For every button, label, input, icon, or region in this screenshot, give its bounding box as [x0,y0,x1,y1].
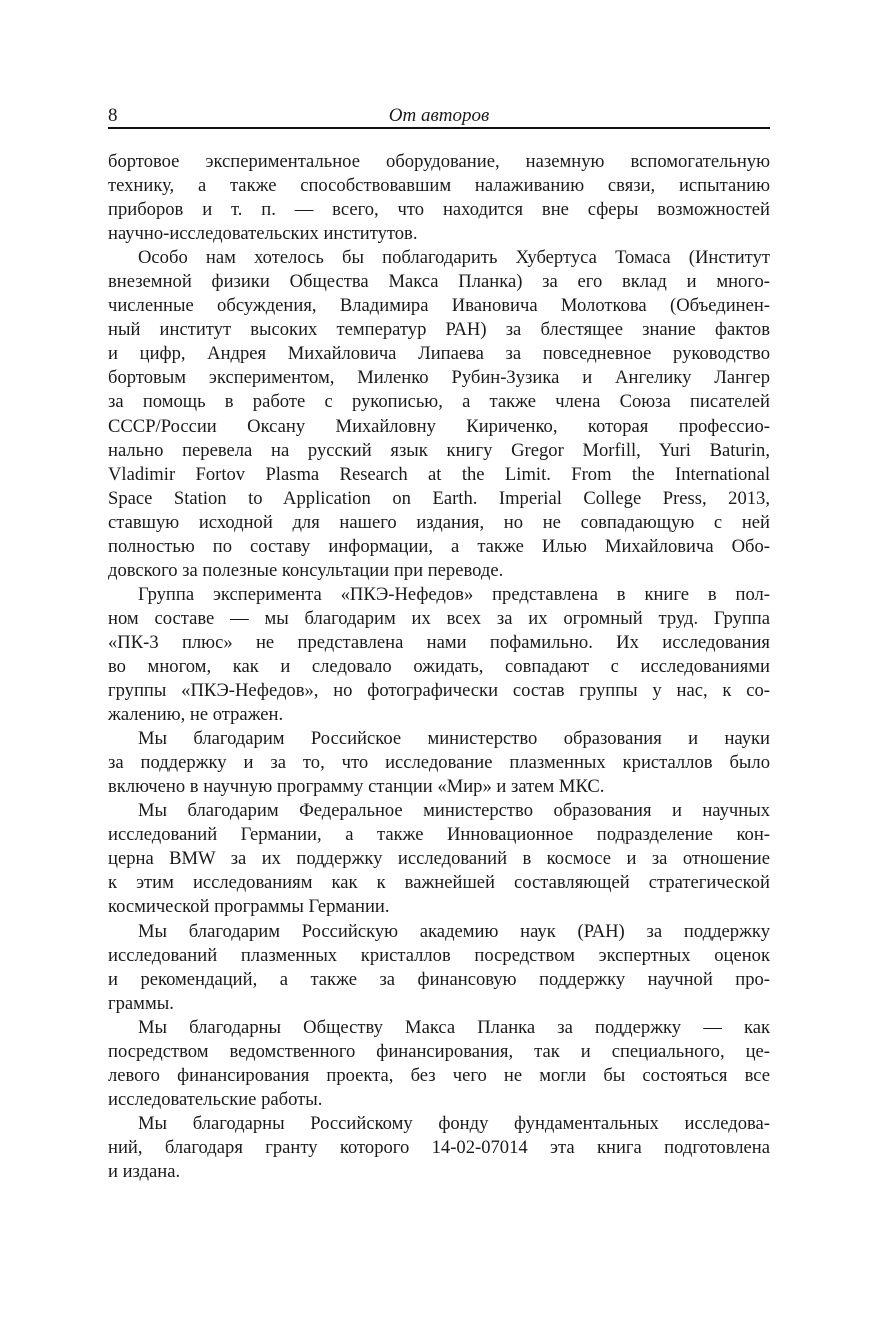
text-line: ний, благодаря гранту которого 14-02-07014 эта книга подготовлена [108,1136,770,1158]
paragraph [108,727,770,799]
text-line: бортовое экспериментальное оборудование, наземную вспомогательную [108,151,770,172]
text-line: Space Station to Application on Earth. Imperial College Press, 2013, [108,487,770,509]
text-line: исследований плазменных кристаллов посредством экспертных оценок [108,944,770,966]
text-line: ном составе — мы благодарим их всех за их огромный труд. Группа [108,607,770,629]
paragraph [108,583,770,727]
text-line: Мы благодарим Российское министерство образования и науки [138,728,770,750]
text-line: Мы благодарим Российскую академию наук (РАН) за поддержку [138,920,770,942]
running-title: От авторов [388,105,490,126]
page-number: 8 [108,105,118,126]
text-line: и цифр, Андрея Михайловича Липаева за повседневное руководство [108,343,770,365]
text-line: левого финансирования проекта, без чего не могли бы состояться все [108,1064,770,1086]
text-line: за помощь в работе с рукописью, а также члена Союза писателей [108,391,770,413]
text-line: технику, а также способствовавшим налаживанию связи, испытанию [108,175,770,197]
text-line: «ПК-3 плюс» не представлена нами пофамильно. Их исследования [108,631,770,653]
text-line: полностью по составу информации, а также Илью Михайловича Обо- [108,535,770,557]
text-line: нально перевела на русский язык книгу Gregor Morfill, Yuri Baturin, [108,439,770,461]
text-line: к этим исследованиям как к важнейшей составляющей стратегической [108,872,770,894]
paragraph [108,920,770,1016]
text-line: исследовательские работы. [108,1088,323,1110]
text-line: бортовым экспериментом, Миленко Рубин-Зузика и Ангелику Лангер [108,367,770,389]
text-line: жалению, не отражен. [108,704,284,726]
text-line: космической программы Германии. [108,896,390,918]
text-line: ный институт высоких температур РАН) за блестящее знание фактов [108,319,770,341]
header-rule [108,127,770,129]
paragraph [108,1112,770,1184]
paragraph [108,799,770,919]
text-line: ставшую исходной для нашего издания, но не совпадающую с ней [108,511,770,533]
text-line: Мы благодарны Обществу Макса Планка за поддержку — как [138,1016,770,1038]
paragraph [108,1016,770,1112]
text-line: исследований Германии, а также Инновационное подразделение кон- [108,824,770,846]
text-line: научно-исследовательских институтов. [108,223,418,245]
running-header [108,104,770,128]
paragraph [108,150,770,246]
text-line: за поддержку и за то, что исследование плазменных кристаллов было [108,752,770,774]
text-line: включено в научную программу станции «Мир» и затем МКС. [108,776,605,798]
body-text [108,150,770,1184]
text-line: численные обсуждения, Владимира Ивановича Молоткова (Объединен- [108,295,770,317]
text-line: Группа эксперимента «ПКЭ-Нефедов» представлена в книге в пол- [138,583,770,605]
paragraph [108,246,770,583]
text-line: и издана. [108,1160,181,1182]
text-line: приборов и т. п. — всего, что находится вне сферы возможностей [108,199,770,221]
text-line: Vladimir Fortov Plasma Research at the Limit. From the International [108,463,770,485]
text-line: довского за полезные консультации при переводе. [108,559,504,581]
text-line: во многом, как и следовало ожидать, совпадают с исследованиями [108,655,770,677]
text-line: Мы благодарны Российскому фонду фундаментальных исследова- [138,1112,770,1134]
text-line: граммы. [108,992,174,1014]
text-line: группы «ПКЭ-Нефедов», но фотографически состав группы у нас, к со- [108,680,770,702]
text-line: Особо нам хотелось бы поблагодарить Хубертуса Томаса (Институт [138,247,770,269]
text-line: церна BMW за их поддержку исследований в космосе и за отношение [108,848,770,870]
text-line: посредством ведомственного финансирования, так и специального, це- [108,1040,770,1062]
text-line: СССР/России Оксану Михайловну Кириченко, которая профессио- [108,415,770,437]
text-line: и рекомендаций, а также за финансовую поддержку научной про- [108,968,770,990]
text-line: Мы благодарим Федеральное министерство образования и научных [138,800,770,822]
text-line: внеземной физики Общества Макса Планка) за его вклад и много- [108,271,770,293]
